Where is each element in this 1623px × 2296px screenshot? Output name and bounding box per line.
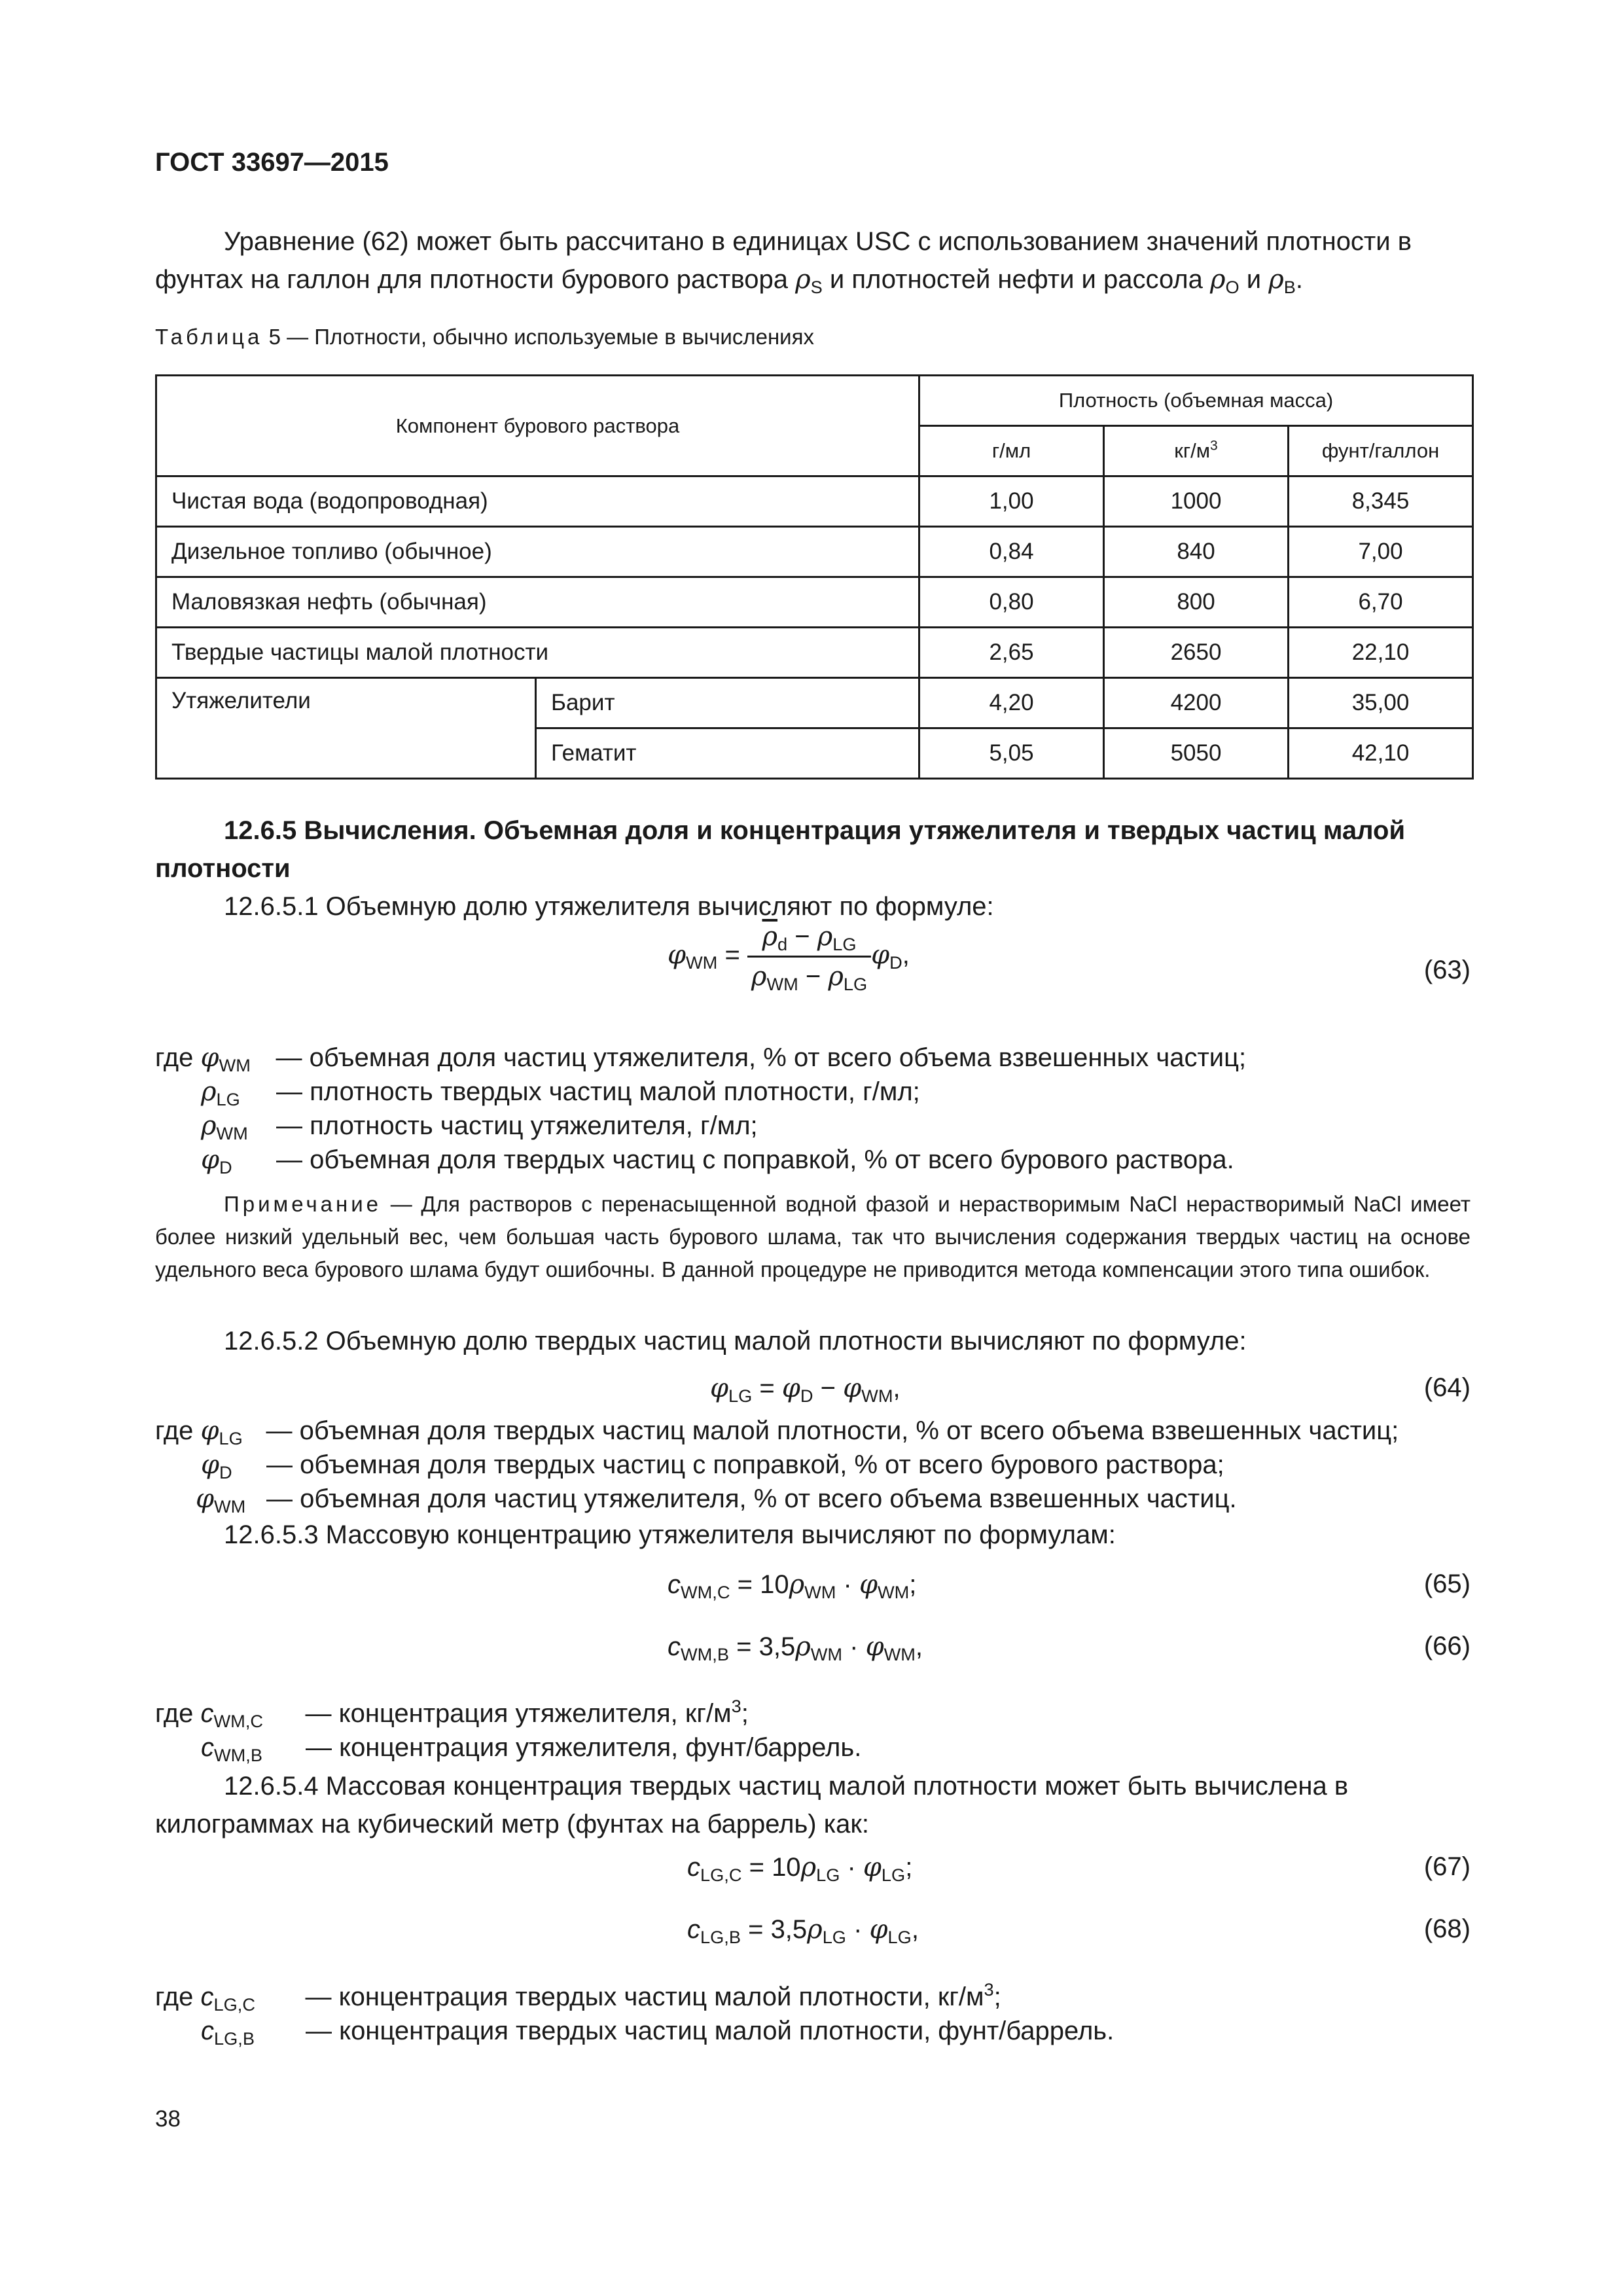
formula-65: $c_{WM,C} = 10\rho_{WM} \cdot \varphi_{WM}$; xyxy=(668,1570,917,1603)
paragraph-12-6-5-3: 12.6.5.3 Массовую концентрацию утяжелителя вычисляют по формулам: xyxy=(224,1520,1116,1549)
paragraph-12-6-5-4: 12.6.5.4 Массовая концентрация твердых частиц малой плотности может быть вычислена в килограммах на кубический метр (фунтах на баррель) как: xyxy=(155,1772,1349,1839)
table-row: Маловязкая нефть (обычная) 0,80 800 6,70 xyxy=(156,577,1473,628)
paragraph-12-6-5-1: 12.6.5.1 Объемную долю утяжелителя вычисляют по формуле: xyxy=(224,892,994,921)
document-code: ГОСТ 33697—2015 xyxy=(155,148,389,177)
column-header-lbgal: фунт/галлон xyxy=(1289,426,1473,476)
section-heading: 12.6.5 Вычисления. Объемная доля и концентрация утяжелителя и твердых частиц малой плотности xyxy=(155,816,1406,883)
group-cell: Утяжелители xyxy=(156,678,536,779)
table-row: Дизельное топливо (обычное) 0,84 840 7,00 xyxy=(156,527,1473,577)
table-row: Твердые частицы малой плотности 2,65 2650 22,10 xyxy=(156,628,1473,678)
column-header-kgm3: $кг/м^3$ xyxy=(1104,426,1289,476)
formula-63: $\varphi_{WM}$ = $\frac{\overline{\rho}_d - \rho_{LG}}{\rho_{WM} - \rho_{LG}}$ $\varphi_D$, xyxy=(668,922,910,995)
definitions-63: где $\varphi_{WM}$ — объемная доля частиц утяжелителя, % от всего объема взвешенных частиц; $\rho_{LG}$ — плотность твердых частиц малой плотности, г/мл; $\rho_{WM}$ — плотность частиц утяжелителя, г/мл; $\varphi_D$ — объемная доля твердых частиц с поправкой, % от всего бурового раствора. xyxy=(155,1043,1247,1178)
note: Примечание — Для растворов с перенасыщенной водной фазой и нерастворимым NaCl нерастворимый NaCl имеет более низкий удельный вес, чем большая часть бурового шлама, так что вычисления содержания твердых частиц на основе удельного веса бурового шлама будут ошибочны. В данной процедуре не приводится метода компенсации этого типа ошибок. xyxy=(155,1192,1471,1282)
column-header-density: Плотность (объемная масса) xyxy=(919,376,1473,426)
table-row: Утяжелители Барит 4,20 4200 35,00 xyxy=(156,678,1473,728)
column-header-gml: г/мл xyxy=(919,426,1104,476)
table-row: Гематит 5,05 5050 42,10 xyxy=(156,728,1473,779)
equation-number-66: (66) xyxy=(1423,1632,1471,1660)
formula-66: $c_{WM,B} = 3,5\rho_{WM} \cdot \varphi_{WM}$, xyxy=(668,1632,923,1665)
equation-number-63: (63) xyxy=(1423,956,1471,984)
definitions-65-66: где $c_{WM,C}$ — концентрация утяжелителя, $кг/м^3$; $c_{WM,B}$ — концентрация утяжелителя, фунт/баррель. xyxy=(155,1696,862,1766)
definitions-64: где $\varphi_{LG}$ — объемная доля твердых частиц малой плотности, % от всего объема взвешенных частиц; $\varphi_D$ — объемная доля твердых частиц с поправкой, % от всего бурового раствора; $\varphi_{WM}$ — объемная доля частиц утяжелителя, % от всего объема взвешенных частиц. xyxy=(155,1416,1399,1517)
intro-paragraph: Уравнение (62) может быть рассчитано в единицах USC с использованием значений плотности в фунтах на галлон для плотности бурового раствора $\rho_S$ и плотностей нефти и рассола $\rho_O$ и $\rho_B$. xyxy=(155,227,1412,298)
definitions-67-68: где $c_{LG,C}$ — концентрация твердых частиц малой плотности, $кг/м^3$; $c_{LG,B}$ — концентрация твердых частиц малой плотности, фунт/баррель. xyxy=(155,1979,1115,2049)
page-number: 38 xyxy=(155,2106,181,2132)
equation-number-64: (64) xyxy=(1423,1373,1471,1402)
equation-number-65: (65) xyxy=(1423,1570,1471,1598)
formula-64: $\varphi_{LG} = \varphi_D - \varphi_{WM}$, xyxy=(710,1373,901,1407)
paragraph-12-6-5-2: 12.6.5.2 Объемную долю твердых частиц малой плотности вычисляют по формуле: xyxy=(224,1327,1247,1355)
equation-number-67: (67) xyxy=(1423,1852,1471,1881)
formula-68: $c_{LG,B} = 3,5\rho_{LG} \cdot \varphi_{LG}$, xyxy=(687,1914,919,1948)
density-table xyxy=(155,374,1474,780)
column-header-component: Компонент бурового раствора xyxy=(156,376,919,476)
table-caption: Таблица 5 — Плотности, обычно используемые в вычислениях xyxy=(155,325,814,349)
table-row: Чистая вода (водопроводная) 1,00 1000 8,345 xyxy=(156,476,1473,527)
equation-number-68: (68) xyxy=(1423,1914,1471,1943)
formula-67: $c_{LG,C} = 10\rho_{LG} \cdot \varphi_{LG}$; xyxy=(687,1852,913,1886)
